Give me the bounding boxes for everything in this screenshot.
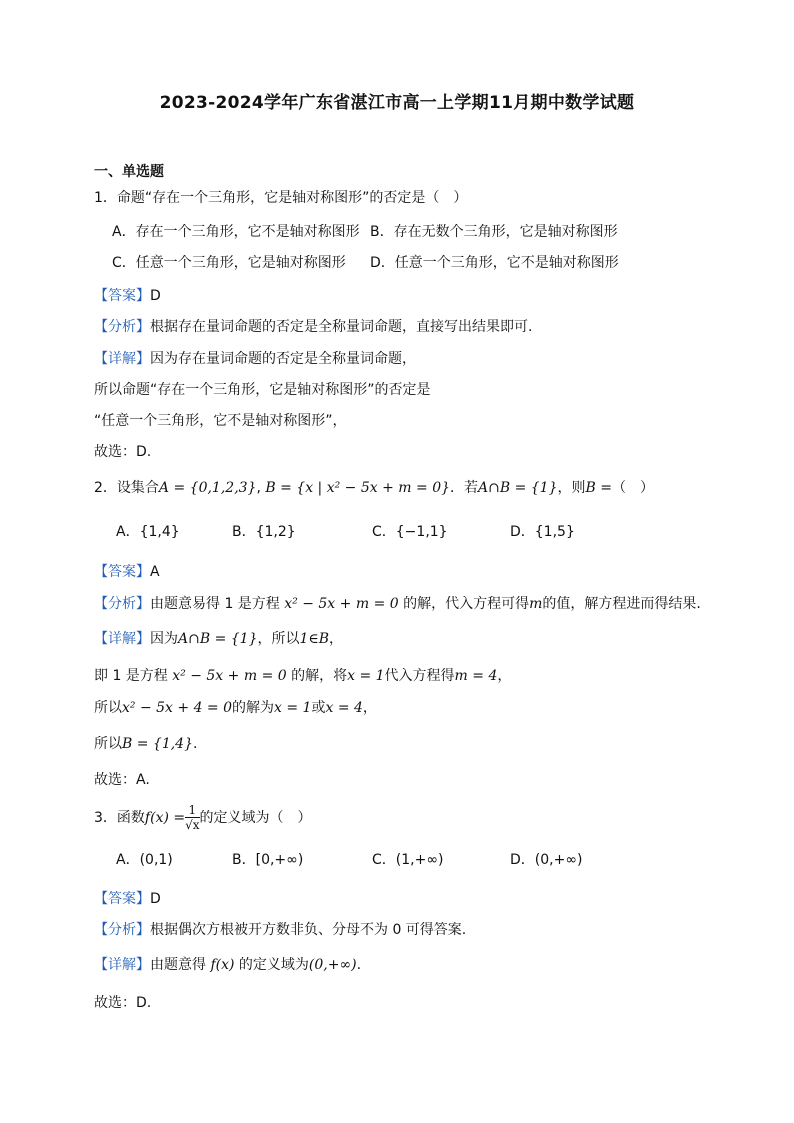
q3-option-a: A．(0,1) bbox=[116, 852, 173, 868]
detail-tag: 【详解】 bbox=[94, 351, 150, 367]
answer-tag: 【答案】 bbox=[94, 288, 150, 304]
detail-equation: x² − 5x + 4 = 0 bbox=[122, 700, 233, 716]
detail-text: 因为存在量词命题的否定是全称量词命题， bbox=[150, 351, 416, 367]
detail-text-post: . bbox=[356, 957, 362, 973]
answer-value: D bbox=[150, 288, 161, 304]
q2-condition: A∩B = {1} bbox=[478, 480, 558, 496]
q1-stem: 1．命题“存在一个三角形，它是轴对称图形”的否定是（ ） bbox=[94, 190, 468, 206]
q3-stem-pre: 3．函数 bbox=[94, 810, 145, 826]
detail-text-pre: 即 1 是方程 bbox=[94, 668, 168, 684]
q1-option-a: A．存在一个三角形，它不是轴对称图形 bbox=[112, 224, 360, 240]
fraction-numerator: 1 bbox=[185, 804, 199, 818]
detail-text-mid: ，所以 bbox=[257, 631, 300, 647]
q2-detail-line-3 bbox=[94, 698, 377, 718]
detail-equation: A∩B = {1} bbox=[178, 631, 258, 647]
q2-option-c: C．{−1,1} bbox=[372, 524, 448, 540]
q1-detail-line-3: “任意一个三角形，它不是轴对称图形”， bbox=[94, 413, 347, 429]
q2-stem-pre: 2．设集合 bbox=[94, 480, 159, 496]
q2-stem-mid: ．若 bbox=[450, 480, 479, 496]
q1-analysis bbox=[94, 317, 532, 337]
q1-detail-line-2: 所以命题“存在一个三角形，它是轴对称图形”的否定是 bbox=[94, 382, 431, 398]
analysis-text: 根据偶次方根被开方数非负、分母不为 0 可得答案. bbox=[150, 922, 467, 938]
q3-choose: 故选：D. bbox=[94, 995, 152, 1011]
detail-equation-2: x = 1 bbox=[347, 668, 385, 684]
q2-detail bbox=[94, 629, 343, 649]
q3-option-b: B．[0,+∞) bbox=[232, 852, 304, 868]
q2-set-b: B = {x | x² − 5x + m = 0} bbox=[265, 480, 451, 496]
q1-option-d: D．任意一个三角形，它不是轴对称图形 bbox=[370, 255, 619, 271]
q2-detail-line-4 bbox=[94, 734, 197, 754]
q2-detail-line-2 bbox=[94, 666, 511, 686]
detail-equation: x² − 5x + m = 0 bbox=[172, 668, 287, 684]
detail-text-pre: 所以 bbox=[94, 700, 122, 716]
detail-function: f(x) bbox=[210, 957, 235, 973]
q3-function: f(x) = bbox=[144, 810, 186, 826]
analysis-tag: 【分析】 bbox=[94, 922, 150, 938]
detail-tag: 【详解】 bbox=[94, 631, 150, 647]
analysis-tag: 【分析】 bbox=[94, 596, 150, 612]
q2-choose: 故选：A. bbox=[94, 772, 150, 788]
answer-value: D bbox=[150, 891, 161, 907]
detail-text-mid: 的解为 bbox=[232, 700, 275, 716]
detail-text-post: . bbox=[193, 736, 198, 752]
q3-fraction bbox=[185, 804, 199, 832]
q2-analysis bbox=[94, 594, 701, 614]
q2-ask: B = bbox=[585, 480, 612, 496]
analysis-text: 由题意易得 1 是方程 bbox=[150, 596, 280, 612]
detail-text-pre: 因为 bbox=[150, 631, 178, 647]
fraction-denominator: √x bbox=[185, 818, 200, 832]
q3-answer bbox=[94, 889, 161, 909]
section-title: 一、单选题 bbox=[94, 164, 164, 180]
q3-option-d: D．(0,+∞) bbox=[510, 852, 583, 868]
q2-option-d: D．{1,5} bbox=[510, 524, 575, 540]
analysis-text: 根据存在量词命题的否定是全称量词命题，直接写出结果即可. bbox=[150, 319, 533, 335]
q2-set-a: A = {0,1,2,3} bbox=[158, 480, 257, 496]
q1-detail bbox=[94, 349, 416, 369]
q3-detail bbox=[94, 955, 361, 975]
q3-stem bbox=[94, 802, 312, 834]
analysis-text-mid: 的解，代入方程可得 bbox=[403, 596, 530, 612]
detail-text-pre: 由题意得 bbox=[150, 957, 206, 973]
detail-equation-3: m = 4 bbox=[454, 668, 498, 684]
analysis-text-post: 的值，解方程进而得结果. bbox=[542, 596, 701, 612]
detail-tag: 【详解】 bbox=[94, 957, 150, 973]
answer-tag: 【答案】 bbox=[94, 564, 150, 580]
detail-text-mid: 的定义域为 bbox=[238, 957, 309, 973]
q2-option-a: A．{1,4} bbox=[116, 524, 180, 540]
q3-analysis bbox=[94, 920, 466, 940]
q2-paren: （ ） bbox=[611, 480, 654, 496]
q2-option-b: B．{1,2} bbox=[232, 524, 296, 540]
analysis-equation: x² − 5x + m = 0 bbox=[284, 596, 399, 612]
q1-choose: 故选：D. bbox=[94, 444, 152, 460]
detail-equation: B = {1,4} bbox=[122, 736, 193, 752]
detail-equation-2: 1∈B bbox=[299, 631, 330, 647]
q3-option-c: C．(1,+∞) bbox=[372, 852, 444, 868]
detail-equation-2: x = 1 bbox=[274, 700, 312, 716]
q2-stem-post: ，则 bbox=[557, 480, 586, 496]
detail-domain: (0,+∞) bbox=[308, 957, 357, 973]
q1-option-b: B．存在无数个三角形，它是轴对称图形 bbox=[370, 224, 618, 240]
q1-answer bbox=[94, 286, 161, 306]
detail-text-post: ， bbox=[497, 668, 512, 684]
detail-text-pre: 所以 bbox=[94, 736, 122, 752]
detail-text-mid-2: 代入方程得 bbox=[384, 668, 455, 684]
answer-value: A bbox=[150, 564, 160, 580]
q2-answer bbox=[94, 562, 160, 582]
q2-stem: 2．设集合A = {0,1,2,3}, B = {x | x² − 5x + m = 0}．若A∩B = {1}，则B =（ ） bbox=[94, 480, 654, 496]
answer-tag: 【答案】 bbox=[94, 891, 150, 907]
detail-text-post: ， bbox=[362, 700, 377, 716]
analysis-m: m bbox=[529, 596, 543, 612]
detail-text-mid-2: 或 bbox=[311, 700, 326, 716]
q1-option-c: C．任意一个三角形，它是轴对称图形 bbox=[112, 255, 346, 271]
detail-text-mid: 的解，将 bbox=[291, 668, 348, 684]
detail-equation-3: x = 4 bbox=[325, 700, 363, 716]
detail-text-post: ， bbox=[329, 631, 344, 647]
analysis-tag: 【分析】 bbox=[94, 319, 150, 335]
q3-stem-post: 的定义域为（ ） bbox=[199, 810, 312, 826]
page-title: 2023-2024学年广东省湛江市高一上学期11月期中数学试题 bbox=[159, 93, 635, 113]
